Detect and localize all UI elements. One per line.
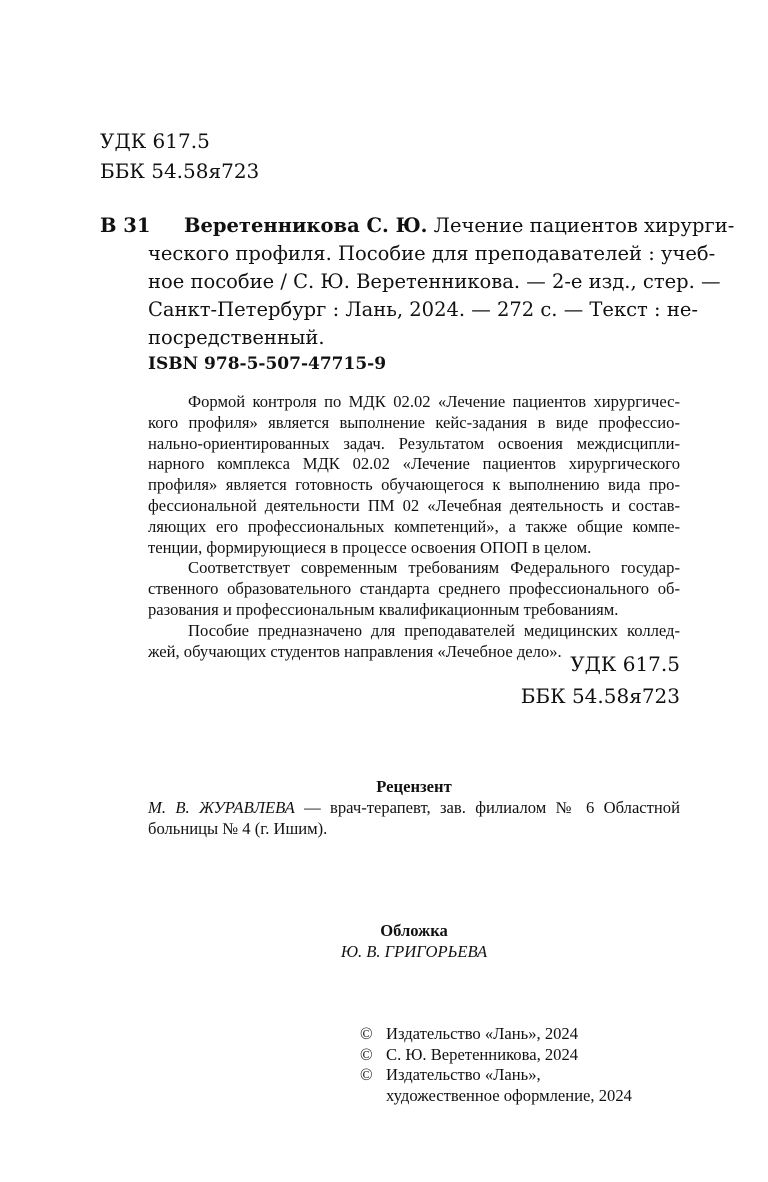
- bibliographic-entry: [100, 212, 735, 352]
- entry-line-3: ное пособие / С. Ю. Веретенникова. — 2-е изд., стер. —: [148, 270, 721, 293]
- reviewer-block: [148, 776, 680, 839]
- annotation-line: ственного образовательного стандарта среднего профессионального об-: [148, 579, 680, 599]
- annotation-line: нарного комплекса МДК 02.02 «Лечение пациентов хирургического: [148, 454, 680, 474]
- entry-line-4: Санкт-Петербург : Лань, 2024. — 272 с. — Текст : не-: [148, 298, 698, 321]
- copyright-icon: ©: [360, 1024, 373, 1043]
- copyright-row: [360, 1024, 632, 1045]
- reviewer-line-1: [148, 797, 680, 818]
- annotation: [148, 392, 680, 662]
- annotation-line: профиля» является готовность обучающегося к выполнению вида про-: [148, 475, 680, 495]
- annotation-line: нально-ориентированных задач. Результатом освоения междисципли-: [148, 433, 680, 453]
- copyright-row: [360, 1065, 632, 1086]
- classification-codes-top: [100, 126, 259, 186]
- udk-code: УДК 617.5: [100, 129, 210, 153]
- reviewer-line-2: больницы № 4 (г. Ишим).: [148, 819, 328, 838]
- copyright-text: Издательство «Лань»,: [386, 1065, 541, 1084]
- author-mark: В 31: [100, 214, 151, 237]
- copyright-text: художественное оформление, 2024: [386, 1085, 632, 1105]
- annotation-line: Пособие предназначено для преподавателей медицинских коллед-: [188, 620, 680, 640]
- bbk-code: ББК 54.58я723: [520, 684, 680, 708]
- entry-line-2: ческого профиля. Пособие для преподавателей : учеб-: [148, 242, 716, 265]
- reviewer-name: М. В. ЖУРАВЛЕВА: [148, 798, 295, 817]
- copyright-icon: ©: [360, 1044, 373, 1064]
- annotation-line: разования и профессиональным квалификационным требованиям.: [148, 599, 619, 619]
- author-name: Веретенникова С. Ю.: [184, 214, 428, 237]
- annotation-line: кого профиля» является выполнение кейс-задания в виде профессио-: [148, 412, 680, 432]
- annotation-line: тенции, формирующиеся в процессе освоения ОПОП в целом.: [148, 537, 592, 557]
- copyright-row: [360, 1045, 632, 1066]
- entry-line-1: [184, 212, 735, 240]
- reviewer-heading: Рецензент: [376, 777, 452, 796]
- bbk-code: ББК 54.58я723: [100, 159, 260, 183]
- annotation-line: жей, обучающих студентов направления «Лечебное дело».: [148, 641, 562, 661]
- copyright-text: Издательство «Лань», 2024: [386, 1024, 579, 1043]
- cover-credit: [148, 920, 680, 962]
- annotation-line: ляющих его профессиональных компетенций», а также общие компе-: [148, 516, 680, 536]
- cover-heading: Обложка: [380, 921, 448, 940]
- cover-designer: Ю. В. ГРИГОРЬЕВА: [340, 942, 488, 961]
- isbn: ISBN 978-5-507-47715-9: [148, 354, 387, 374]
- classification-codes-right: [521, 648, 680, 712]
- annotation-line: Соответствует современным требованиям Федерального государ-: [188, 558, 680, 578]
- copyright-row-continuation: [360, 1086, 632, 1107]
- copyright-icon: ©: [360, 1065, 373, 1084]
- copyright-notices: [360, 1024, 632, 1106]
- annotation-line: Формой контроля по МДК 02.02 «Лечение пациентов хирургичес-: [188, 392, 680, 411]
- reviewer-position: — врач-терапевт, зав. филиалом № 6 Областной: [294, 798, 680, 817]
- entry-line-5: посредственный.: [148, 326, 325, 349]
- copyright-text: С. Ю. Веретенникова, 2024: [386, 1044, 579, 1064]
- title-start: Лечение пациентов хирурги-: [427, 214, 735, 237]
- annotation-line: фессиональной деятельности ПМ 02 «Лечебная деятельность и состав-: [148, 495, 680, 515]
- udk-code: УДК 617.5: [570, 652, 680, 676]
